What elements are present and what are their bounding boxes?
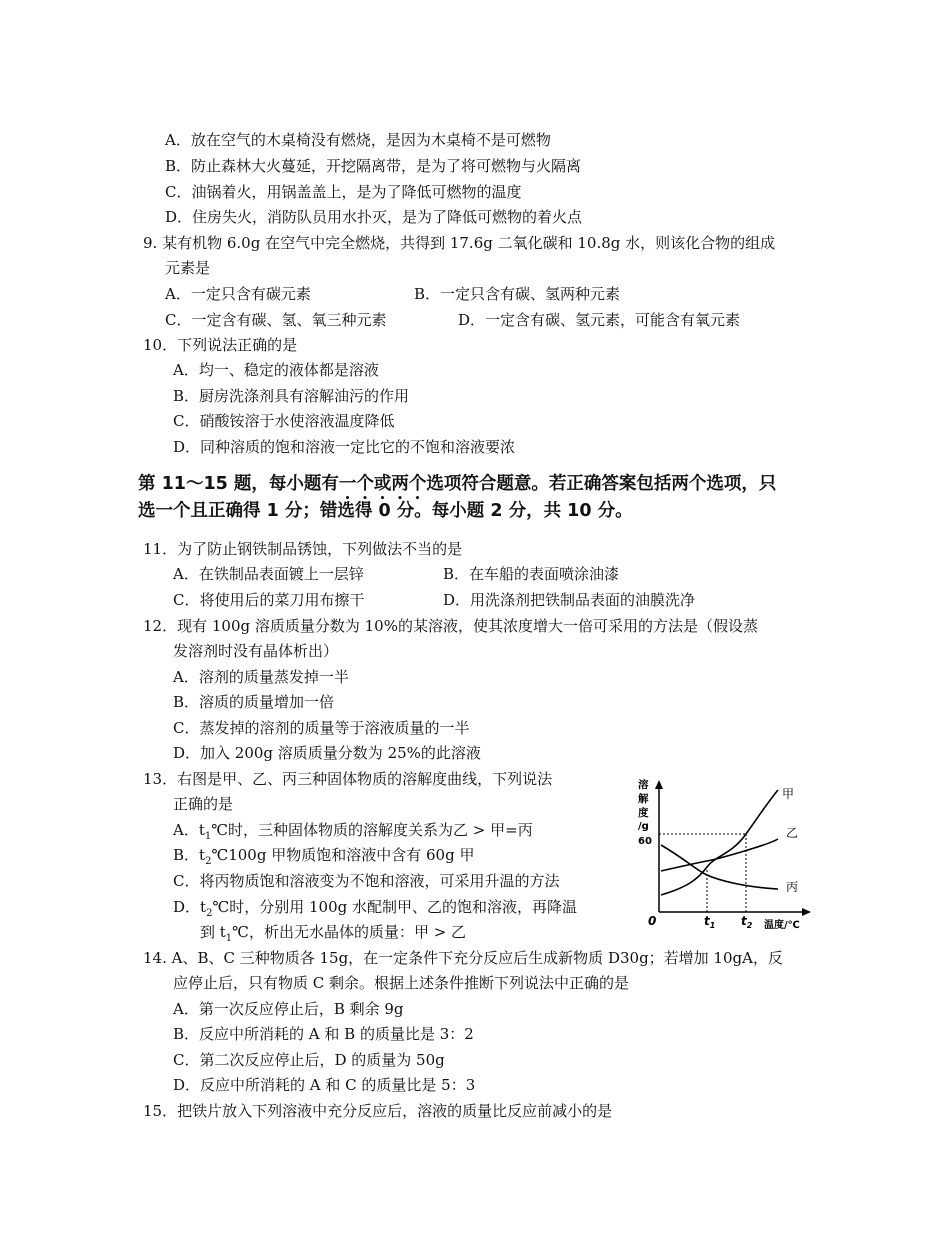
q9-option-a: A．一定只含有碳元素	[165, 285, 311, 303]
q10-option-b: B．厨房洗涤剂具有溶解油污的作用	[173, 387, 410, 405]
q13-option-a: A．$t_1℃$时，三种固体物质的溶解度关系为乙 > 甲=丙	[173, 821, 533, 842]
y-label-char-1: 溶	[638, 779, 649, 791]
q11-option-a: A．在铁制品表面镀上一层锌	[173, 565, 364, 583]
q8-option-b: B．防止森林大火蔓延，开挖隔离带，是为了将可燃物与火隔离	[165, 157, 582, 175]
series-label-bing: 丙	[786, 880, 799, 894]
section-heading-line1: 第 11～15 题，每小题有一个或两个选项符合题意。若正确答案包括两个选项，只	[138, 474, 777, 494]
section-emphasis: 一个或两个	[338, 474, 427, 494]
q9-option-c: C．一定含有碳、氢、氧三种元素	[165, 311, 387, 329]
q14-option-c: C．第二次反应停止后，D 的质量为 50g	[173, 1051, 445, 1069]
q12-option-a: A．溶剂的质量蒸发掉一半	[173, 668, 349, 686]
q11-option-b: B．在车船的表面喷涂油漆	[443, 565, 620, 583]
q12-stem: 12．现有 100g 溶质质量分数为 10%的某溶液，使其浓度增大一倍可采用的方法是（假设蒸	[143, 617, 758, 635]
q11-option-d: D．用洗涤剂把铁制品表面的油膜洗净	[443, 591, 696, 609]
q14-option-b: B．反应中所消耗的 A 和 B 的质量比是 3：2	[173, 1025, 474, 1043]
q8-option-d: D．住房失火，消防队员用水扑灭，是为了降低可燃物的着火点	[165, 208, 583, 226]
x-tick-t2: $t_2$	[741, 914, 753, 930]
q12-option-d: D．加入 200g 溶质质量分数为 25%的此溶液	[173, 744, 481, 762]
y-axis-arrow	[655, 780, 663, 789]
q14-stem-cont: 应停止后，只有物质 C 剩余。根据上述条件推断下列说法中正确的是	[173, 974, 630, 992]
q10-option-a: A．均一、稳定的液体都是溶液	[173, 361, 379, 379]
q14-option-a: A．第一次反应停止后，B 剩余 9g	[173, 1000, 404, 1018]
x-tick-t1: $t_1$	[704, 914, 716, 930]
x-axis-arrow	[802, 908, 811, 916]
q12-option-c: C．蒸发掉的溶剂的质量等于溶液质量的一半	[173, 719, 470, 737]
q10-stem: 10．下列说法正确的是	[143, 336, 298, 354]
q9-stem-cont: 元素是	[165, 259, 211, 277]
q9-stem: 9. 某有机物 6.0g 在空气中完全燃烧，共得到 17.6g 二氧化碳和 10.8g 水，则该化合物的组成	[143, 234, 776, 252]
y-tick-60: 60	[638, 836, 652, 847]
q9-option-b: B．一定只含有碳、氢两种元素	[414, 285, 621, 303]
q8-option-a: A．放在空气的木桌椅没有燃烧，是因为木桌椅不是可燃物	[165, 131, 551, 149]
y-label-unit: /g	[638, 821, 649, 832]
q9-option-d: D．一定含有碳、氢元素，可能含有氧元素	[458, 311, 741, 329]
section-heading-line2: 选一个且正确得 1 分；错选得 0 分。每小题 2 分，共 10 分。	[138, 501, 633, 521]
solubility-chart	[628, 775, 828, 935]
origin-label: 0	[648, 914, 657, 928]
series-label-jia: 甲	[782, 787, 795, 801]
q12-stem-cont: 发溶剂时没有晶体析出）	[173, 642, 339, 660]
q11-stem: 11．为了防止钢铁制品锈蚀，下列做法不当的是	[143, 540, 463, 558]
q15-stem: 15．把铁片放入下列溶液中充分反应后，溶液的质量比反应前减小的是	[143, 1102, 613, 1120]
y-label-char-2: 解	[638, 793, 649, 805]
series-yi-line	[661, 839, 778, 871]
q14-stem: 14. A、B、C 三种物质各 15g，在一定条件下充分反应后生成新物质 D30g；若增加 10gA，反	[143, 949, 783, 967]
y-label-char-3: 度	[638, 807, 649, 819]
q10-option-c: C．硝酸铵溶于水使溶液温度降低	[173, 412, 395, 430]
q14-option-d: D．反应中所消耗的 A 和 C 的质量比是 5：3	[173, 1076, 476, 1094]
q13-stem-cont: 正确的是	[173, 795, 234, 813]
q13-option-d-cont: 到 $t_1℃$，析出无水晶体的质量：甲 > 乙	[200, 923, 467, 944]
q12-option-b: B．溶质的质量增加一倍	[173, 693, 335, 711]
q13-option-d: D．$t_2℃$时，分别用 100g 水配制甲、乙的饱和溶液，再降温	[173, 898, 577, 919]
q13-option-b: B．$t_2℃100g$ 甲物质饱和溶液中含有 60g 甲	[173, 846, 475, 867]
q13-option-c: C．将丙物质饱和溶液变为不饱和溶液，可采用升温的方法	[173, 872, 560, 890]
q8-option-c: C．油锅着火，用锅盖盖上，是为了降低可燃物的温度	[165, 183, 522, 201]
x-axis-label: 温度/℃	[764, 920, 800, 931]
series-label-yi: 乙	[786, 826, 799, 840]
q13-stem: 13．右图是甲、乙、丙三种固体物质的溶解度曲线，下列说法	[143, 770, 553, 788]
q10-option-d: D．同种溶质的饱和溶液一定比它的不饱和溶液要浓	[173, 438, 516, 456]
q11-option-c: C．将使用后的菜刀用布擦干	[173, 591, 365, 609]
